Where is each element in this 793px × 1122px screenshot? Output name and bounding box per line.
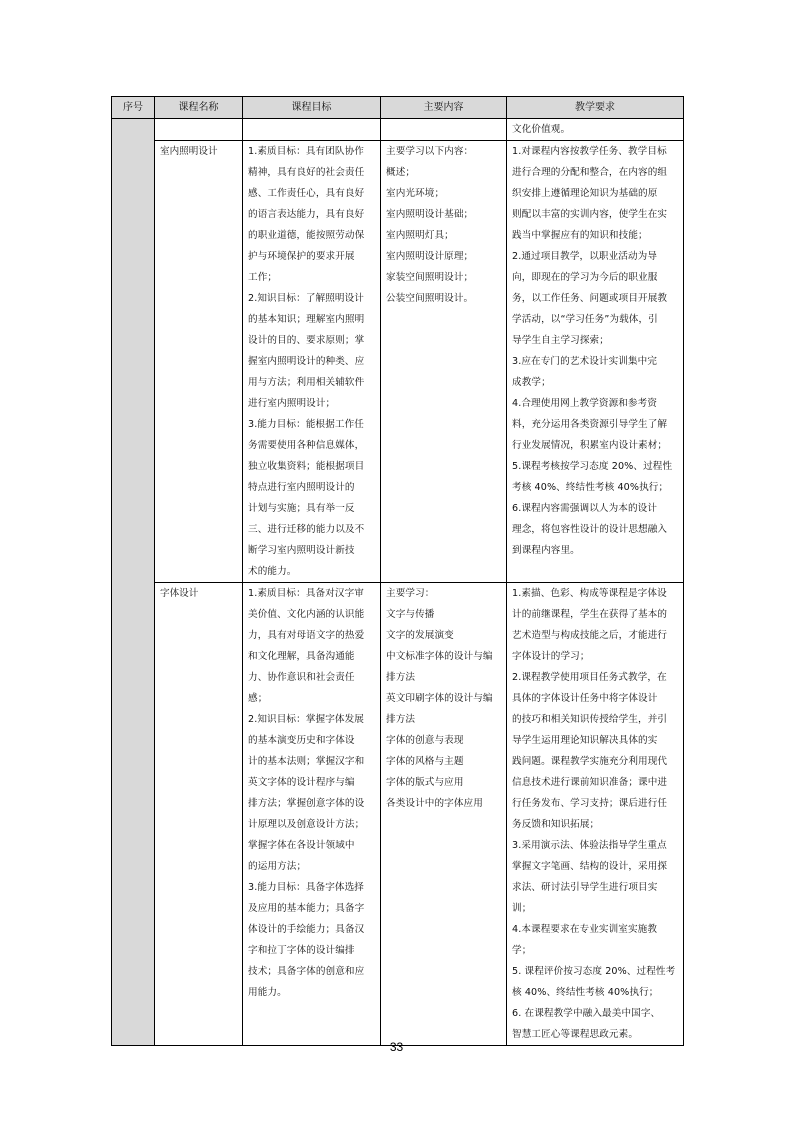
- content-line: 字体的版式与应用: [386, 777, 464, 788]
- course-name: 字体设计: [155, 583, 243, 1046]
- content-line: 室内照明灯具；: [386, 230, 454, 241]
- goal-line: 独立收集资料；能根据项目: [248, 461, 365, 472]
- requirement-line: 导学生运用理论知识解决具体的实: [512, 735, 658, 746]
- requirement-line: 向，即现在的学习为今后的职业服: [512, 272, 658, 283]
- goal-line: 用能力。: [248, 987, 287, 998]
- requirement-line: 学；: [512, 945, 532, 956]
- requirement-line: 织安排上遵循理论知识为基础的原: [512, 188, 658, 199]
- goal-line: 2.知识目标：了解照明设计: [248, 293, 364, 304]
- requirement-line: 智慧工匠心等课程思政元素。: [512, 1029, 639, 1040]
- name-cell: [155, 119, 243, 141]
- goal-line: 1.素质目标：具有团队协作: [248, 146, 364, 157]
- header-course-name: 课程名称: [155, 97, 243, 119]
- goal-line: 感；: [248, 693, 268, 704]
- goal-line: 技术；具备字体的创意和应: [248, 966, 365, 977]
- content-line: 排方法: [386, 672, 416, 683]
- requirement-line: 艺术造型与构成技能之后，才能进行: [512, 630, 668, 641]
- requirement-line: 4.本课程要求在专业实训室实施教: [512, 924, 658, 935]
- goal-line: 护与环境保护的要求开展: [248, 251, 355, 262]
- requirement-line: 务反馈和知识拓展；: [512, 819, 600, 830]
- requirement-line: 行业发展情况，积累室内设计素材；: [512, 440, 668, 451]
- goal-line: 字和拉丁字体的设计编排: [248, 945, 355, 956]
- content-cell: [381, 583, 507, 1046]
- goal-line: 工作；: [248, 272, 278, 283]
- goal-line: 断学习室内照明设计新技: [248, 545, 355, 556]
- requirement-line: 学活动，以“学习任务”为载体，引: [512, 314, 658, 325]
- requirement-line: 掌握文字笔画、结构的设计，采用探: [512, 861, 668, 872]
- content-line: 中文标准字体的设计与编: [386, 651, 493, 662]
- header-main-content: 主要内容: [381, 97, 507, 119]
- requirements-cell: [507, 141, 684, 583]
- goal-line: 进行室内照明设计；: [248, 398, 336, 409]
- content-line: 家装空间照明设计；: [386, 272, 474, 283]
- requirement-line: 考核 40%、终结性考核 40%执行；: [512, 482, 669, 493]
- requirement-line: 5.课程考核按学习态度 20%、过程性: [512, 461, 673, 472]
- goal-line: 力、协作意识和社会责任: [248, 672, 355, 683]
- goal-line: 排方法；掌握创意字体的设: [248, 798, 365, 809]
- requirement-line: 进行合理的分配和整合，在内容的组: [512, 167, 668, 178]
- requirements-cell: [507, 119, 684, 141]
- content-line: 公装空间照明设计。: [386, 293, 474, 304]
- page-number: 33: [389, 1040, 404, 1054]
- content-line: 概述；: [386, 167, 416, 178]
- requirement-line: 料，充分运用各类资源引导学生了解: [512, 419, 668, 430]
- goal-line: 掌握字体在各设计领域中: [248, 840, 355, 851]
- requirement-line: 6. 在课程教学中融入最美中国字、: [512, 1008, 661, 1019]
- requirement-line: 3.应在专门的艺术设计实训集中完: [512, 356, 658, 367]
- goal-line: 及应用的基本能力；具备字: [248, 903, 365, 914]
- requirement-line: 务，以工作任务、问题或项目开展教: [512, 293, 668, 304]
- requirement-line: 3.采用演示法、体验法指导学生重点: [512, 840, 667, 851]
- goal-line: 感、工作责任心，具有良好: [248, 188, 365, 199]
- requirement-line: 践当中掌握应有的知识和技能；: [512, 230, 648, 241]
- goal-line: 力，具有对母语文字的热爱: [248, 630, 365, 641]
- goal-line: 1.素质目标：具备对汉字审: [248, 588, 364, 599]
- content-line: 字体的创意与表现: [386, 735, 464, 746]
- content-line: 主要学习以下内容：: [386, 146, 474, 157]
- content-line: 英文印刷字体的设计与编: [386, 693, 493, 704]
- requirement-line: 求法、研讨法引导学生进行项目实: [512, 882, 658, 893]
- requirement-line: 的技巧和相关知识传授给学生，并引: [512, 714, 668, 725]
- requirement-line: 具体的字体设计任务中将字体设计: [512, 693, 658, 704]
- goal-line: 计划与实施；具有举一反: [248, 503, 355, 514]
- course-name: 室内照明设计: [155, 141, 243, 583]
- content-cell: [381, 119, 507, 141]
- requirements-cell: [507, 583, 684, 1046]
- goal-line: 美价值、文化内涵的认识能: [248, 609, 365, 620]
- requirement-line: 理念，将包容性设计的设计思想融入: [512, 524, 668, 535]
- goal-line: 计的基本法则；掌握汉字和: [248, 756, 365, 767]
- content-line: 各类设计中的字体应用: [386, 798, 483, 809]
- requirement-line: 到课程内容里。: [512, 545, 580, 556]
- goal-cell: [243, 119, 381, 141]
- requirement-line: 行任务发布、学习支持；课后进行任: [512, 798, 668, 809]
- goal-line: 的基本演变历史和字体设: [248, 735, 355, 746]
- requirement-line: 践问题。课程教学实施充分利用现代: [512, 756, 668, 767]
- goal-line: 3.能力目标：具备字体选择: [248, 882, 364, 893]
- table-row: [112, 583, 684, 1046]
- goal-line: 的运用方法；: [248, 861, 307, 872]
- goal-line: 的语言表达能力，具有良好: [248, 209, 365, 220]
- goal-line: 英文字体的设计程序与编: [248, 777, 355, 788]
- header-seq: 序号: [112, 97, 155, 119]
- requirement-line: 4.合理使用网上教学资源和参考资: [512, 398, 658, 409]
- content-line: 室内照明设计基础；: [386, 209, 474, 220]
- content-cell: [381, 141, 507, 583]
- requirement-line: 计的前继课程，学生在获得了基本的: [512, 609, 668, 620]
- requirement-line: 信息技术进行课前知识准备；课中进: [512, 777, 668, 788]
- content-line: 排方法: [386, 714, 416, 725]
- table-row-continuation: [112, 119, 684, 141]
- table-row: [112, 141, 684, 583]
- goal-line: 体设计的手绘能力；具备汉: [248, 924, 365, 935]
- table-header-row: [112, 97, 684, 119]
- requirement-line: 成教学；: [512, 377, 551, 388]
- requirement-line: 2.课程教学使用项目任务式教学，在: [512, 672, 667, 683]
- goal-line: 务需要使用各种信息媒体，: [248, 440, 365, 451]
- goal-cell: [243, 141, 381, 583]
- seq-cell: [112, 119, 155, 1046]
- header-course-goal: 课程目标: [243, 97, 381, 119]
- requirement-line: 6.课程内容需强调以人为本的设计: [512, 503, 658, 514]
- goal-line: 和文化理解，具备沟通能: [248, 651, 355, 662]
- content-line: 主要学习：: [386, 588, 435, 599]
- requirement-line: 2.通过项目教学，以职业活动为导: [512, 251, 658, 262]
- requirement-line: 文化价值观。: [512, 124, 571, 135]
- goal-line: 三、进行迁移的能力以及不: [248, 524, 365, 535]
- goal-cell: [243, 583, 381, 1046]
- goal-line: 设计的目的、要求原则；掌: [248, 335, 365, 346]
- goal-line: 的基本知识；理解室内照明: [248, 314, 365, 325]
- goal-line: 的职业道德，能按照劳动保: [248, 230, 365, 241]
- content-line: 室内照明设计原理；: [386, 251, 474, 262]
- requirement-line: 1.素描、色彩、构成等课程是字体设: [512, 588, 667, 599]
- content-line: 文字的发展演变: [386, 630, 454, 641]
- goal-line: 2.知识目标：掌握字体发展: [248, 714, 364, 725]
- content-line: 室内光环境；: [386, 188, 445, 199]
- requirement-line: 则配以丰富的实训内容，使学生在实: [512, 209, 668, 220]
- header-teaching-requirements: 教学要求: [507, 97, 684, 119]
- course-table: [111, 96, 684, 1046]
- goal-line: 计原理以及创意设计方法；: [248, 819, 365, 830]
- requirement-line: 1.对课程内容按教学任务、教学目标: [512, 146, 667, 157]
- goal-line: 术的能力。: [248, 566, 297, 577]
- content-line: 文字与传播: [386, 609, 435, 620]
- goal-line: 用与方法；利用相关辅软件: [248, 377, 365, 388]
- goal-line: 3.能力目标：能根据工作任: [248, 419, 364, 430]
- content-line: 字体的风格与主题: [386, 756, 464, 767]
- requirement-line: 核 40%、终结性考核 40%执行；: [512, 987, 659, 998]
- requirement-line: 导学生自主学习探索；: [512, 335, 609, 346]
- requirement-line: 字体设计的学习；: [512, 651, 590, 662]
- requirement-line: 5. 课程评价按习态度 20%、过程性考: [512, 966, 676, 977]
- requirement-line: 训；: [512, 903, 532, 914]
- goal-line: 握室内照明设计的种类、应: [248, 356, 365, 367]
- goal-line: 特点进行室内照明设计的: [248, 482, 355, 493]
- goal-line: 精神，具有良好的社会责任: [248, 167, 365, 178]
